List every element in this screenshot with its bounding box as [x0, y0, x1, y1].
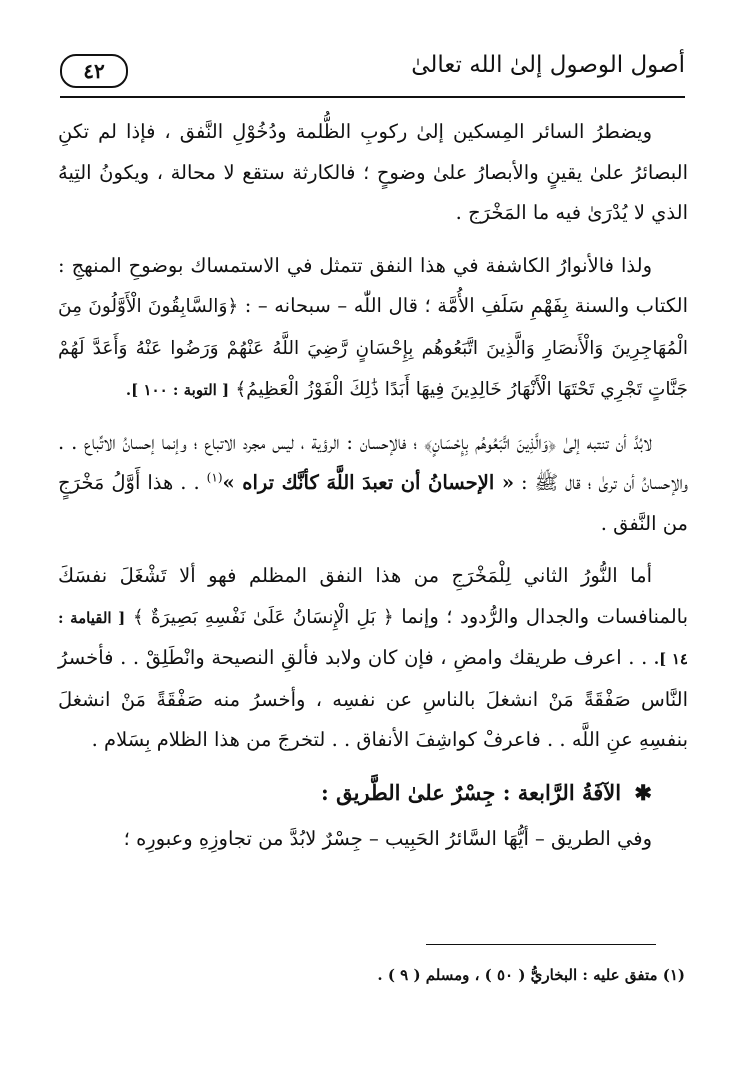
paragraph-4-end: . . اعرف طريقك وامضِ ، فإن كان ولابد فألقِ النصيحة وانْطَلِقْ . . فأخسرُ النَّاس صَفْقَةً مَنْ انشغلَ بالناسِ عن نفسِه ، وأخسرُ منه صَفْقَةً مَنْ انشغلَ بنفسِهِ عنِ اللَّه . . فاعرفْ كواشِفَ الأنفاق . . لتخرجَ من هذا الظلام بِسَلام .: [58, 646, 688, 751]
section-heading-text: الآفَةُ الرَّابعة : جِسْرٌ علىٰ الطَّريق :: [321, 779, 622, 805]
quran-verse-qiyamah: ﴿ بَلِ الْإِنسَانُ عَلَىٰ نَفْسِهِ بَصِيرَةٌ ﴾: [132, 606, 394, 628]
paragraph-4-text: أما النُّورُ الثاني لِلْمَخْرَجِ من هذا النفق المظلم فهو ألا تَشْغَلَ نفسَكَ بالمنافسات والجدال والرُّدود ؛ وإنما: [58, 564, 689, 628]
star-icon: ✱: [634, 779, 652, 805]
hadith-quote: « الإحسانُ أن تعبدَ اللَّهَ كأنَّك تراه »: [222, 471, 515, 494]
paragraph-2: [58, 246, 688, 411]
paragraph-3: [58, 423, 688, 545]
footnote-divider: [426, 944, 656, 945]
footnote-marker[interactable]: (١): [206, 470, 223, 485]
paragraph-5: وفي الطريق – أيُّهَا السَّائرُ الحَبِيب – جِسْرٌ لابُدَّ من تجاوزِهِ وعبورِه ؛: [123, 826, 652, 850]
footnote: (١) متفق عليه : البخاريُّ ( ٥٠ ) ، ومسلم ( ٩ ) .: [377, 966, 685, 984]
verse-reference-tawbah: [ التوبة : ١٠٠ ].: [125, 381, 230, 399]
page-header: [60, 44, 685, 98]
paragraph-2-intro: ولذا فالأنوارُ الكاشفة في هذا النفق تتمثل في الاستمساك بوضوحِ المنهجِ : الكتاب والسنة بِفَهْمِ سَلَفِ الأُمَّة ؛ قال اللّٰه – سبحانه – :: [58, 253, 688, 317]
paragraph-3-end: . . هذا أَوَّلُ مَخْرَجٍ من النَّفق .: [58, 471, 688, 535]
page-number: ٤٢: [60, 54, 128, 88]
section-heading: [58, 773, 688, 813]
page-body: [58, 112, 688, 871]
quran-verse-tawbah: ﴿وَالسَّابِقُونَ الْأَوَّلُونَ مِنَ الْمُهَاجِرِينَ وَالْأَنصَارِ وَالَّذِينَ اتَّبَعُوهُم بِإِحْسَانٍ رَّضِيَ اللَّهُ عَنْهُمْ وَرَضُوا عَنْهُ وَأَعَدَّ لَهُمْ جَنَّاتٍ تَجْرِي تَحْتَهَا الْأَنْهَارُ خَالِدِينَ فِيهَا أَبَدًا ذَٰلِكَ الْفَوْزُ الْعَظِيمُ﴾: [58, 296, 688, 400]
running-title: أصول الوصول إلىٰ الله تعالىٰ: [411, 52, 685, 78]
paragraph-1: ويضطرُ السائر المِسكين إلىٰ ركوبِ الظُّلمة ودُخُوْلِ النَّفق ، فإذا لم تكنِ البصائرُ علىٰ يقينٍ والأبصارُ علىٰ وضوحٍ ؛ فالكارثة ستقع لا محالة ، ويكونُ التِيهُ الذي لا يُدْرَىٰ فيه ما المَخْرَج .: [58, 120, 688, 224]
paragraph-3-text: لابُدَّ أن تنتبه إلىٰ ﴿وَالَّذِينَ اتَّبَعُوهُم بِإِحْسَانٍ﴾ ؛ فالإحسان : الرؤية ، ليس مجرد الاتباع ؛ وإنما إحسانُ الاتِّباع . . والإحسانُ أن ترىٰ ؛ قال ﷺ :: [58, 430, 689, 494]
verse-reference-qiyamah: [ القيامة : ١٤ ].: [58, 608, 688, 668]
paragraph-4: [58, 556, 688, 761]
